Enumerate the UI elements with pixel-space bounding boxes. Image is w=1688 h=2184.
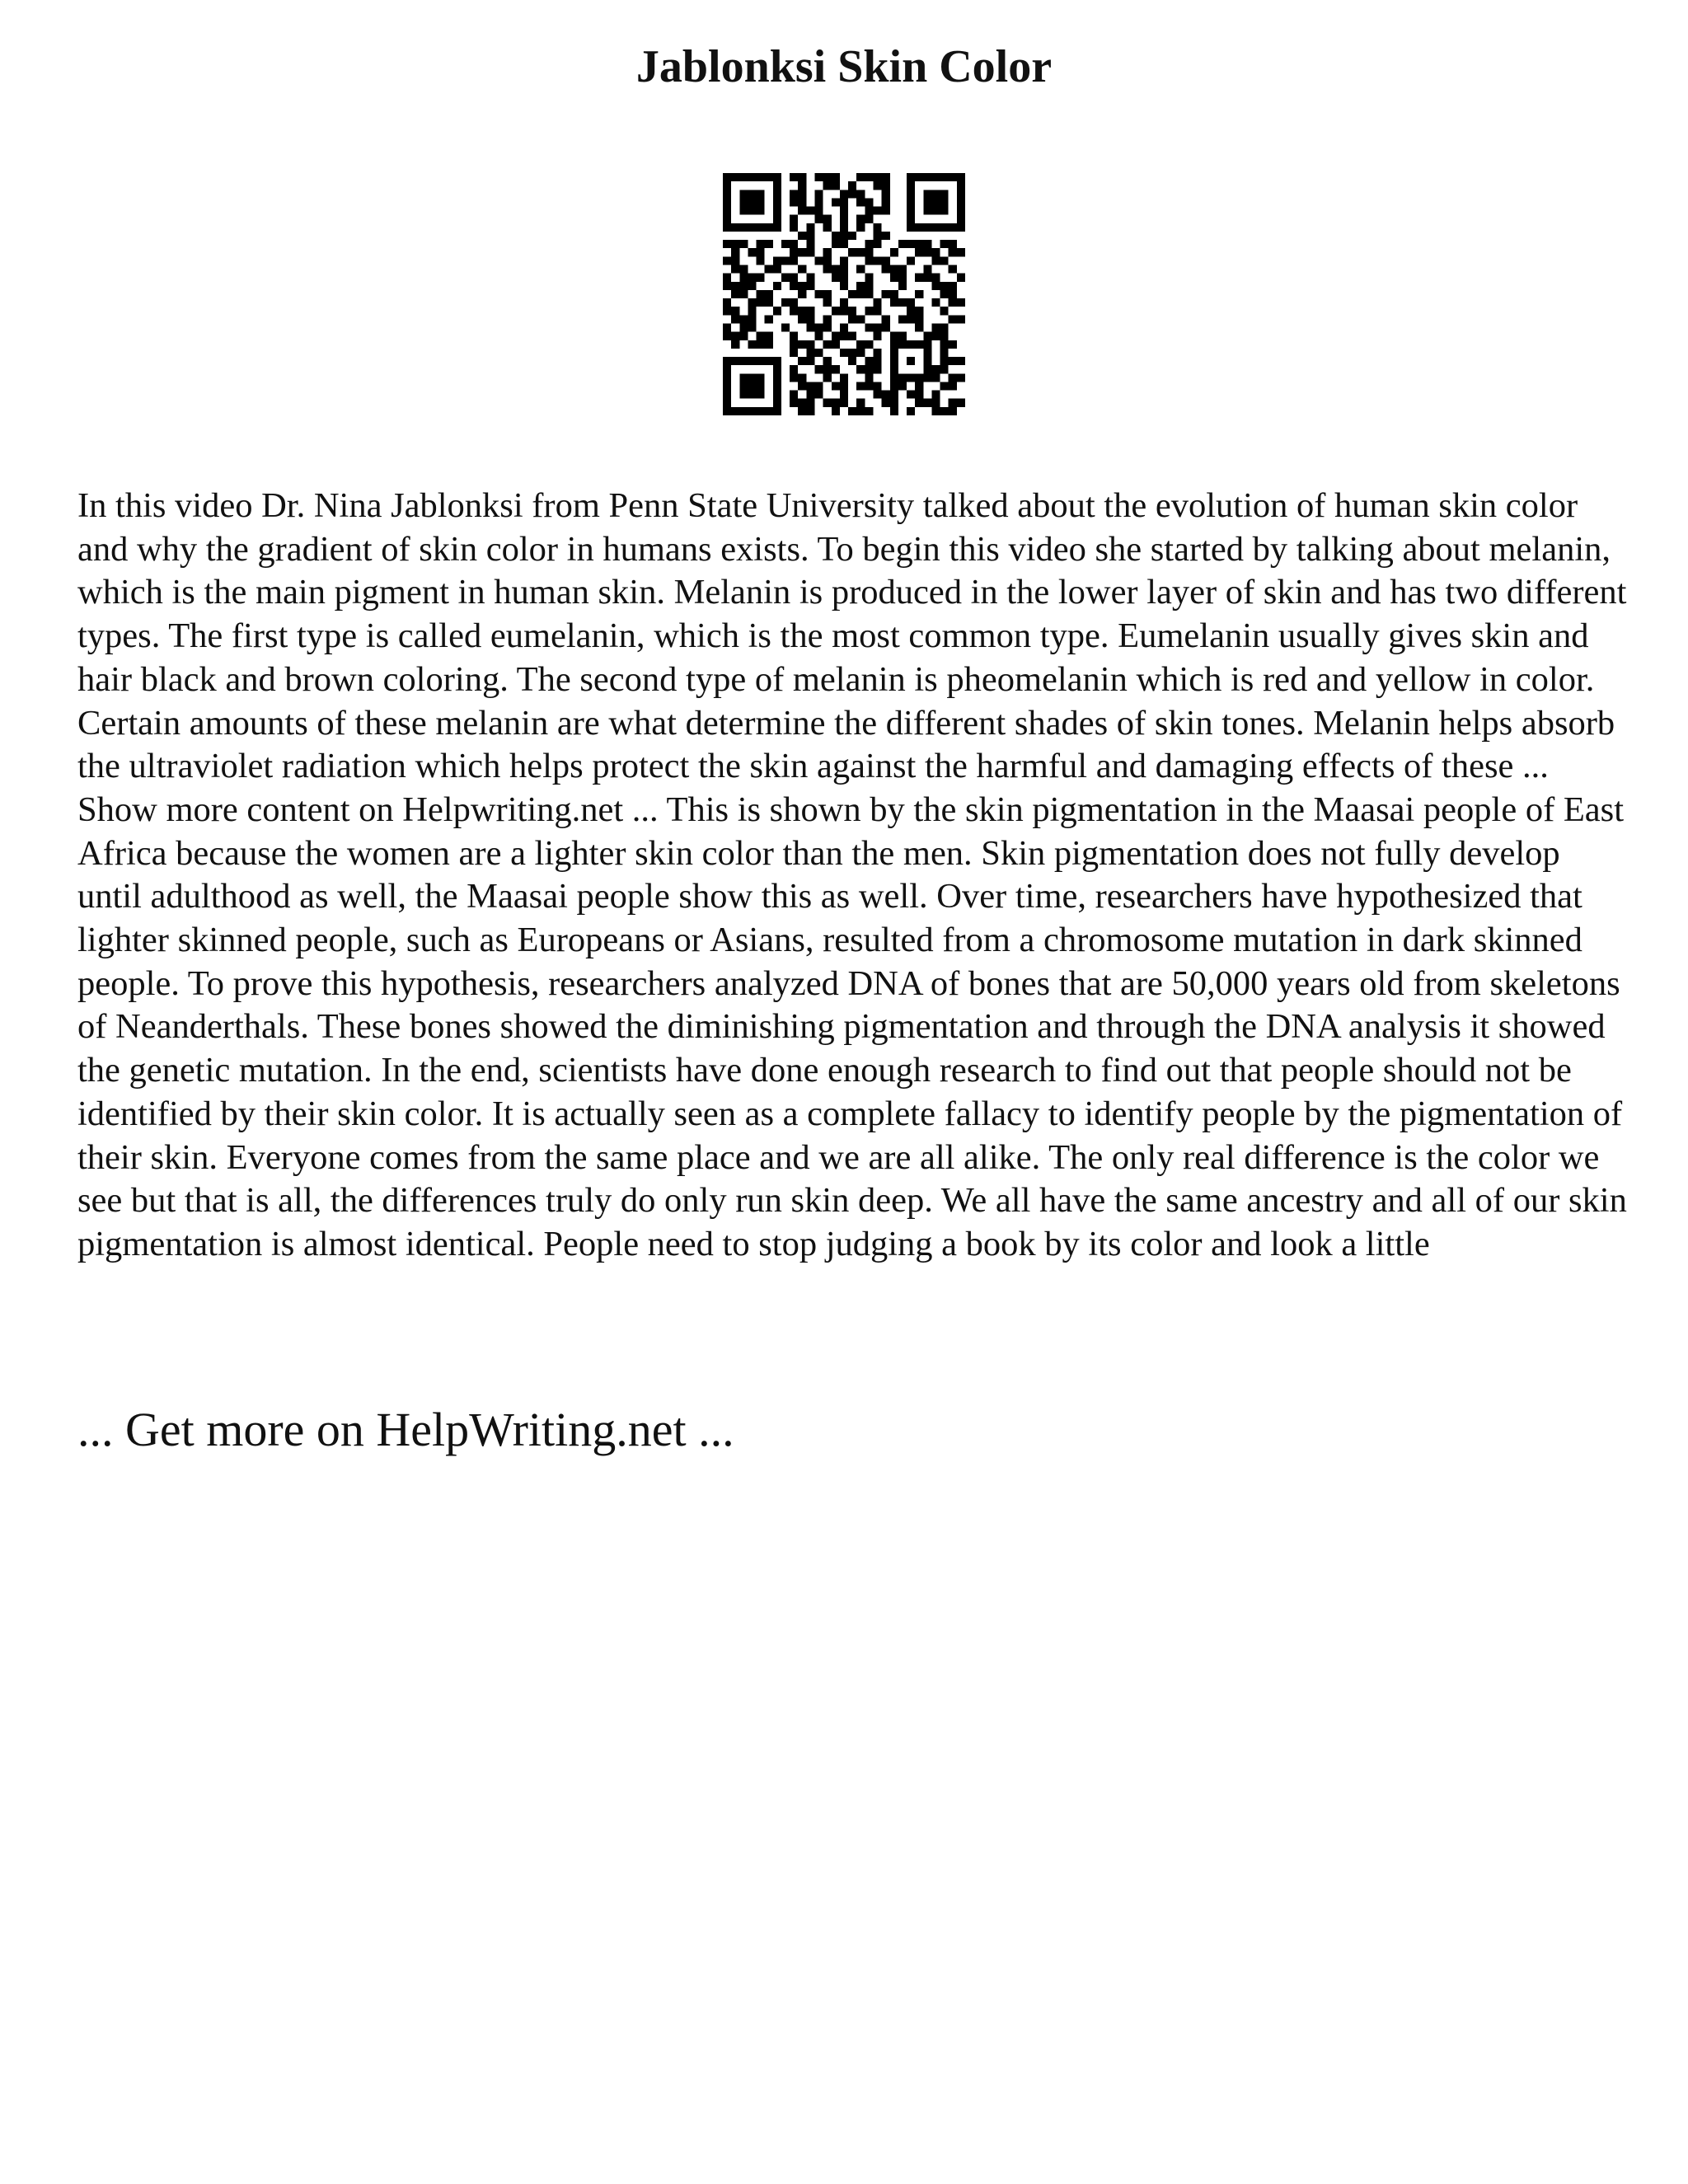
qr-code-icon[interactable] — [723, 173, 965, 415]
article-body: In this video Dr. Nina Jablonksi from Penn State University talked about the evolution of human skin color and why the gradient of skin color in humans exists. To begin this video she started by talking about melanin, which is the main pigment in human skin. Melanin is produced in the lower layer of skin and has two different types. The first type is called eumelanin, which is the most common type. Eumelanin usually gives skin and hair black and brown coloring. The second type of melanin is pheomelanin which is red and yellow in color. Certain amounts of these melanin are what determine the different shades of skin tones. Melanin helps absorb the ultraviolet radiation which helps protect the skin against the harmful and damaging effects of these ... Show more content on Helpwriting.net ... This is shown by the skin pigmentation in the Maasai people of East Africa because the women are a lighter skin color than the men. Skin pigmentation does not fully develop until adulthood as well, the Maasai people show this as well. Over time, researchers have hypothesized that lighter skinned people, such as Europeans or Asians, resulted from a chromosome mutation in dark skinned people. To prove this hypothesis, researchers analyzed DNA of bones that are 50,000 years old from skeletons of Neanderthals. These bones showed the diminishing pigmentation and through the DNA analysis it showed the genetic mutation. In the end, scientists have done enough research to find out that people should not be identified by their skin color. It is actually seen as a complete fallacy to identify people by the pigmentation of their skin. Everyone comes from the same place and we are all alike. The only real difference is the color we see but that is all, the differences truly do only run skin deep. We all have the same ancestry and all of our skin pigmentation is almost identical. People need to stop judging a book by its color and look a little — [77, 486, 1627, 1263]
get-more-link[interactable]: ... Get more on HelpWriting.net ... — [77, 1403, 734, 1456]
page-title: Jablonksi Skin Color — [635, 41, 1053, 92]
